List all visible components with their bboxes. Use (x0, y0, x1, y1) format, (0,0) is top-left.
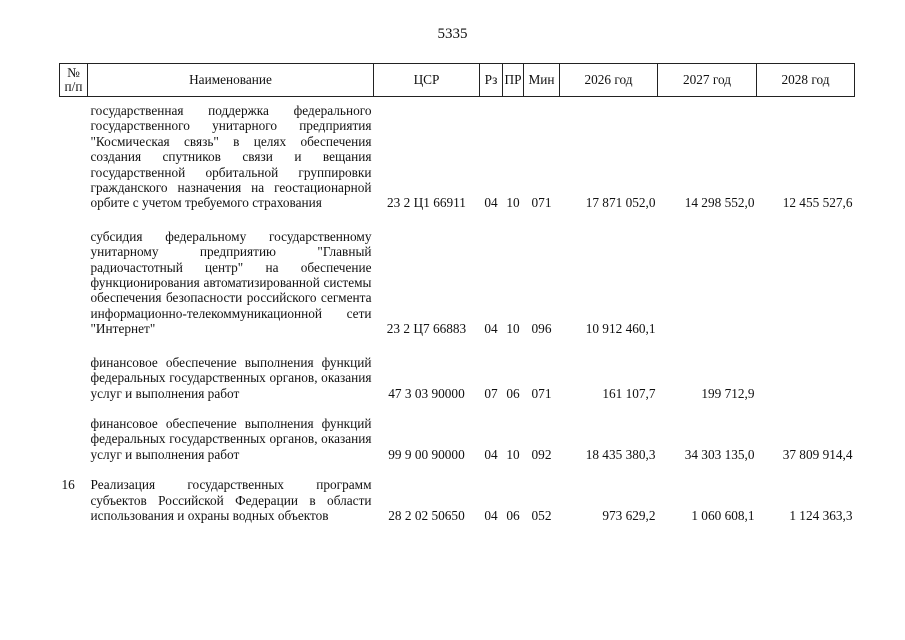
row-csr: 23 2 Ц7 66883 (386, 321, 467, 337)
table-body (60, 97, 855, 524)
header-name: Наименование (88, 64, 374, 97)
row-2027 (658, 211, 757, 337)
table-row (60, 462, 855, 523)
header-2026: 2026 год (560, 64, 658, 97)
row-2027: 34 303 135,0 (684, 446, 755, 462)
row-name: государственная поддержка федерального государственного унитарного предприятия "Космическая связь" в целях обеспечения создания спутников связи и вещания государственной орбитальной группировки гражданского назначения на геостационарной орбите с учетом требуемого страхования (90, 103, 372, 211)
row-2026: 161 107,7 (602, 385, 656, 401)
row-2028: 12 455 527,6 (782, 195, 853, 211)
row-name: финансовое обеспечение выполнения функций федеральных государственных органов, оказания услуг и выполнения работ (90, 415, 372, 462)
page-number: 5335 (437, 26, 468, 42)
row-2027: 14 298 552,0 (684, 195, 755, 211)
row-rz: 07 (484, 385, 498, 401)
row-csr: 99 9 00 90000 (388, 446, 465, 462)
row-2028 (757, 337, 855, 401)
row-pr: 06 (506, 507, 520, 523)
row-2026: 17 871 052,0 (585, 195, 656, 211)
row-rz: 04 (484, 195, 498, 211)
row-csr: 23 2 Ц1 66911 (387, 195, 466, 211)
header-pr: ПР (503, 64, 524, 97)
row-min: 092 (531, 446, 552, 462)
header-row (60, 64, 855, 97)
header-min: Мин (524, 64, 560, 97)
header-num: № п/п (60, 64, 88, 97)
row-rz: 04 (484, 446, 498, 462)
row-2028: 37 809 914,4 (782, 446, 853, 462)
row-number (60, 211, 88, 337)
header-rz: Рз (480, 64, 503, 97)
row-min: 071 (531, 385, 552, 401)
row-min: 052 (531, 507, 552, 523)
header-2028: 2028 год (757, 64, 855, 97)
row-min: 096 (531, 321, 552, 337)
budget-table (59, 63, 855, 523)
header-csr: ЦСР (374, 64, 480, 97)
row-2028 (757, 211, 855, 337)
row-pr: 10 (506, 321, 520, 337)
row-csr: 28 2 02 50650 (388, 507, 465, 523)
row-2026: 10 912 460,1 (585, 321, 656, 337)
row-number (60, 337, 88, 401)
row-2028: 1 124 363,3 (789, 507, 853, 523)
row-pr: 10 (506, 446, 520, 462)
table-row (60, 401, 855, 462)
row-rz: 04 (484, 507, 498, 523)
row-number: 16 (61, 477, 75, 493)
row-2027: 1 060 608,1 (691, 507, 755, 523)
header-2027: 2027 год (658, 64, 757, 97)
table-row (60, 211, 855, 337)
row-rz: 04 (484, 321, 498, 337)
row-pr: 10 (506, 195, 520, 211)
row-name: финансовое обеспечение выполнения функций федеральных государственных органов, оказания услуг и выполнения работ (90, 354, 372, 401)
row-2027: 199 712,9 (701, 385, 755, 401)
row-number (60, 97, 88, 211)
row-2026: 18 435 380,3 (585, 446, 656, 462)
row-csr: 47 3 03 90000 (388, 385, 465, 401)
row-pr: 06 (506, 385, 520, 401)
row-name: субсидия федеральному государственному унитарному предприятию "Главный радиочастотный центр" на обеспечение функционирования автоматизированной системы обеспечения безопасности российского сегмента информационно-телекоммуникационной сети "Интернет" (90, 228, 372, 337)
row-min: 071 (531, 195, 552, 211)
table-row (60, 337, 855, 401)
table-row (60, 97, 855, 211)
row-number (60, 401, 88, 462)
row-name: Реализация государственных программ субъектов Российской Федерации в области использования и охраны водных объектов (90, 477, 372, 523)
table-header (60, 64, 855, 97)
row-2026: 973 629,2 (602, 507, 656, 523)
